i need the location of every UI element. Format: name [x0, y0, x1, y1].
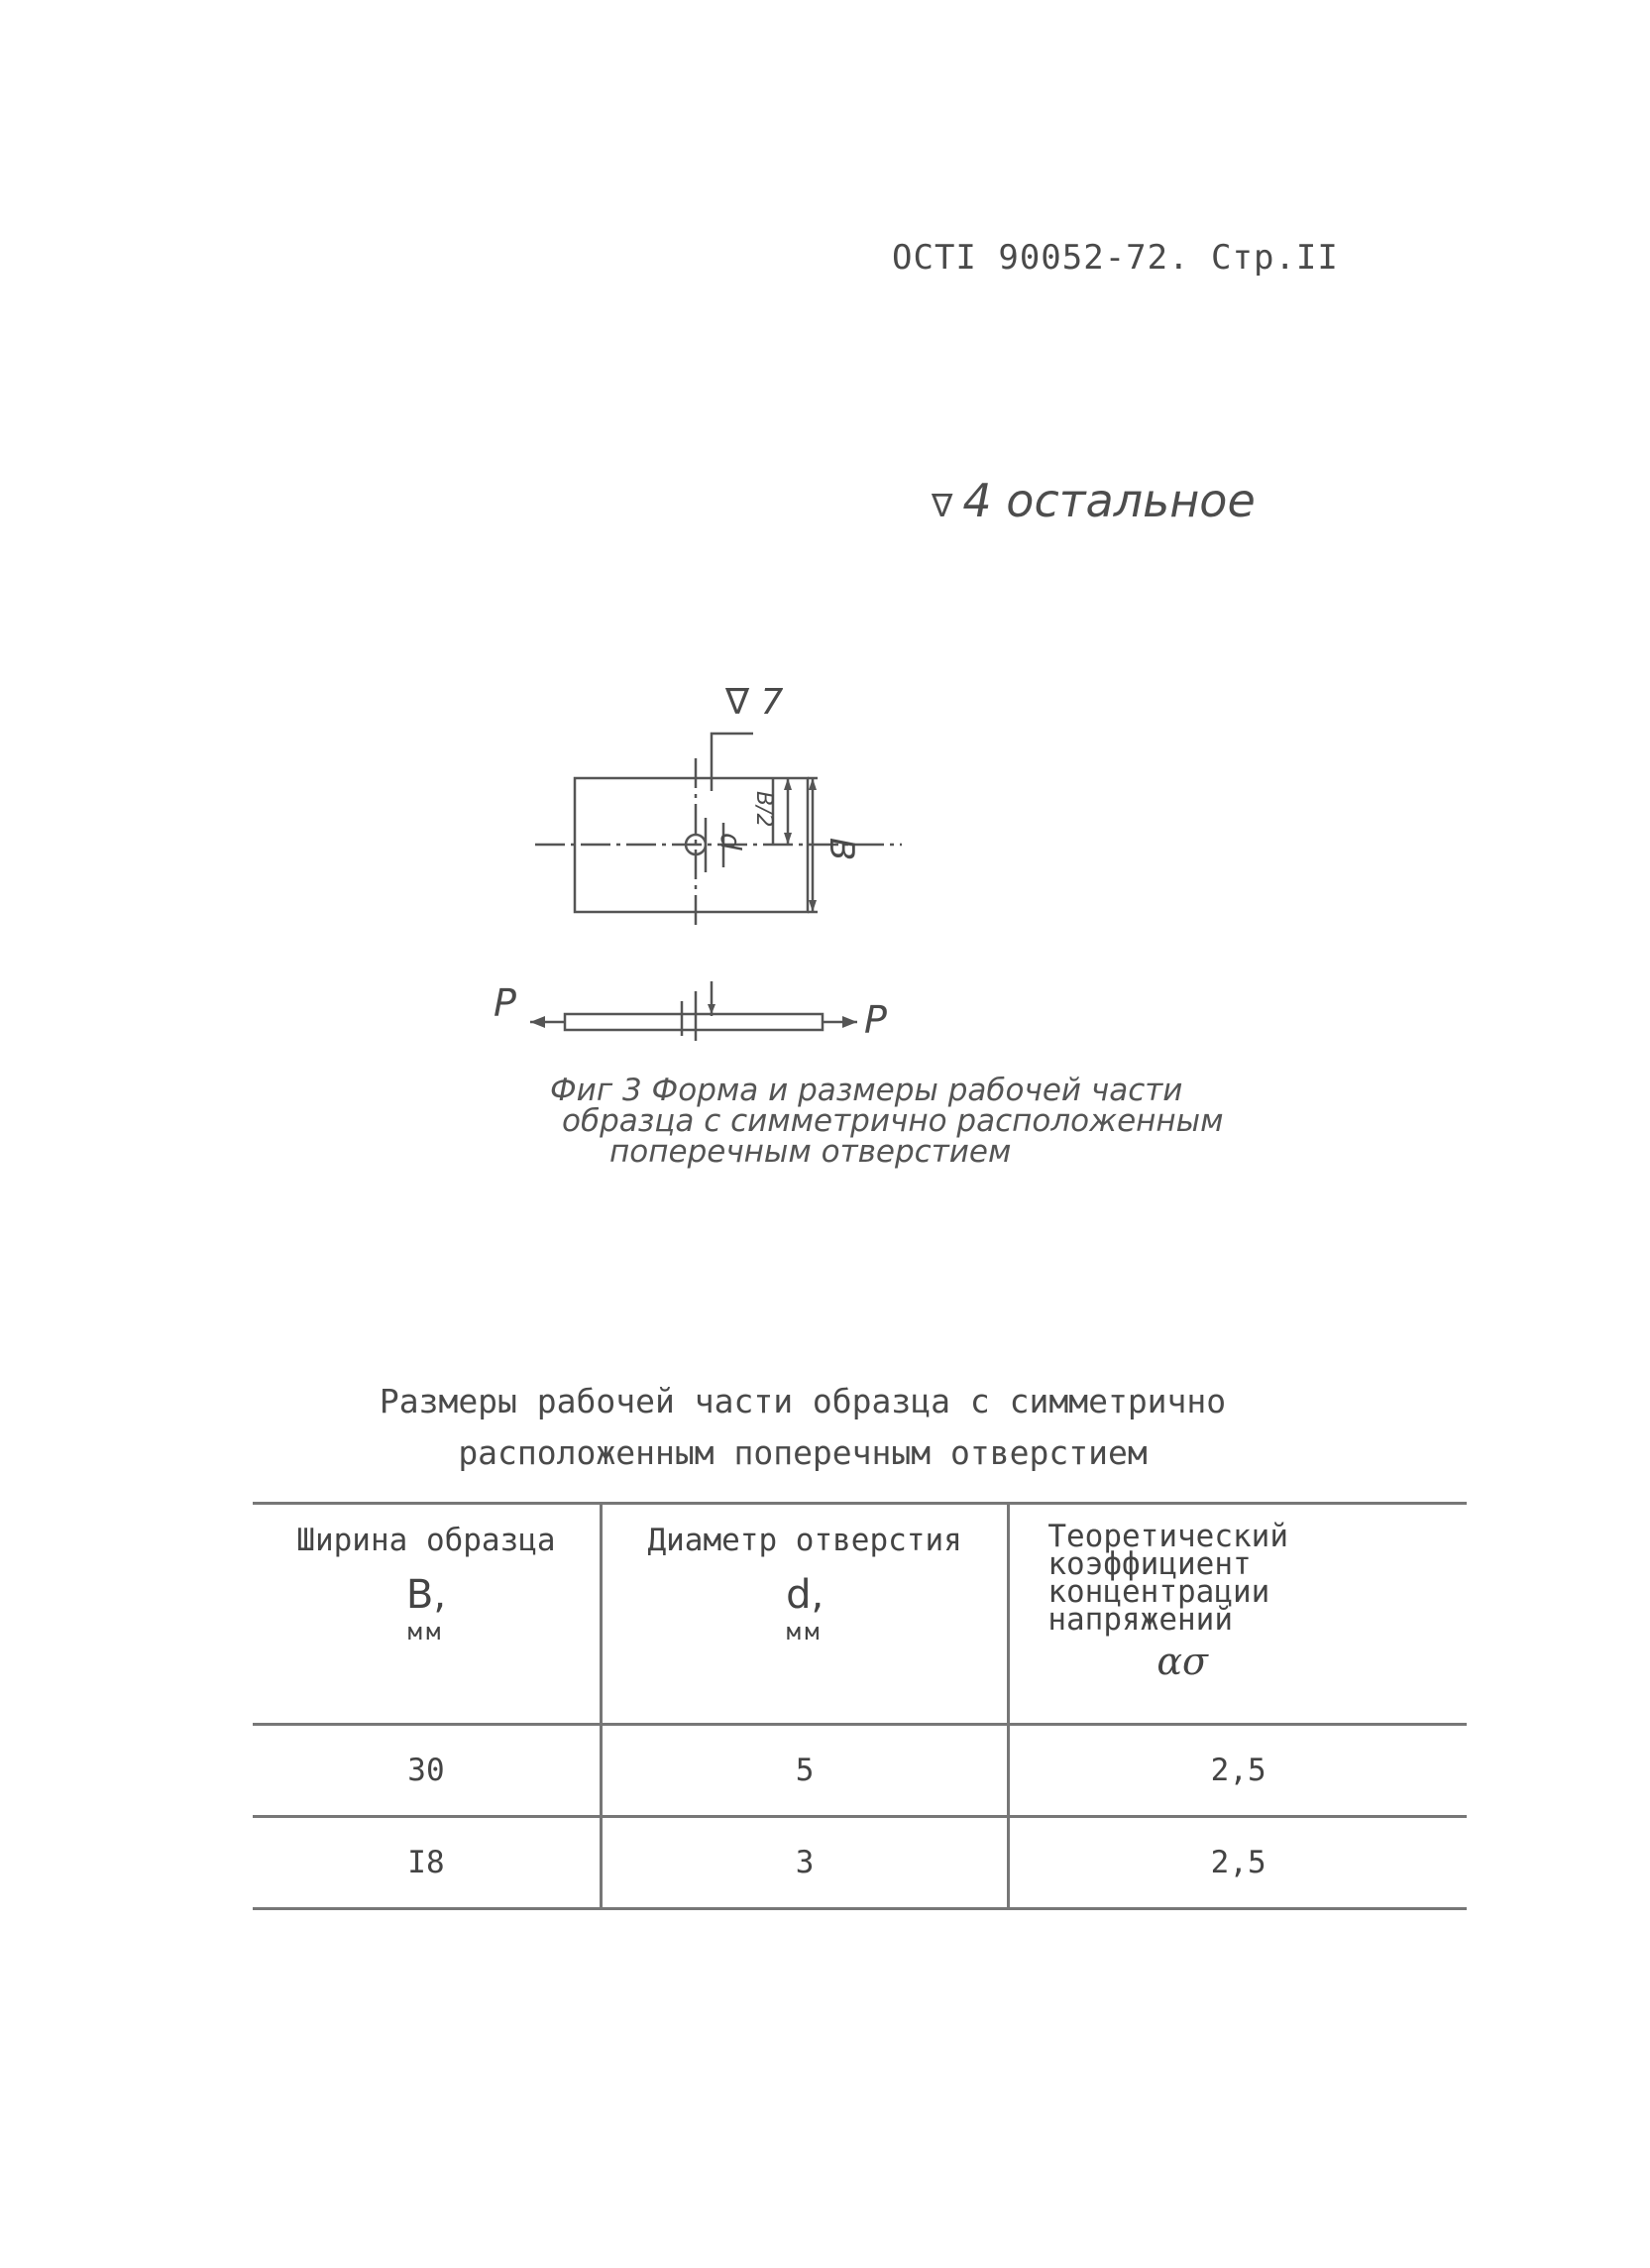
specimen-side-outline: [565, 1014, 823, 1030]
cell-width: I8: [253, 1817, 601, 1909]
header-label: [1047, 1505, 1467, 1638]
roughness-7-label: ∇ 7: [725, 682, 784, 723]
header-label: Диаметр отверстия: [647, 1523, 962, 1558]
table-row: [253, 1725, 1467, 1817]
roughness-symbol-icon: ∇: [932, 487, 953, 524]
table-title: [0, 1376, 1605, 1479]
header-label-line: коэффициент: [1047, 1546, 1252, 1582]
cell-diameter: 5: [601, 1725, 1008, 1817]
roughness-note-text: 4 остальное: [962, 474, 1256, 527]
header-symbol: ασ: [1156, 1640, 1208, 1683]
load-p-left-label: P: [494, 981, 516, 1025]
table-header-row: [253, 1504, 1467, 1725]
figure-caption: [550, 1073, 1244, 1170]
roughness-note: [932, 474, 1256, 527]
document-reference: ОСТI 90052-72. Стр.II: [892, 238, 1339, 278]
table-row: [253, 1817, 1467, 1909]
cell-coefficient: 2,5: [1009, 1725, 1467, 1817]
cell-diameter: 3: [601, 1817, 1008, 1909]
dim-half-b-label: B/2: [751, 791, 776, 828]
load-p-right-label: P: [864, 998, 887, 1042]
header-width: [253, 1504, 601, 1725]
header-unit: мм: [786, 1618, 824, 1645]
cell-width: 30: [253, 1725, 601, 1817]
dim-d-label: d: [715, 833, 747, 850]
header-label-line: концентрации: [1047, 1574, 1270, 1610]
specimen-drawing: [476, 674, 991, 1071]
caption-line: поперечным отверстием: [609, 1134, 1012, 1170]
cell-coefficient: 2,5: [1009, 1817, 1467, 1909]
header-unit: мм: [407, 1618, 445, 1645]
header-label-line: напряжений: [1047, 1602, 1233, 1638]
header-label: Ширина образца: [296, 1523, 556, 1558]
caption-line: Фиг 3 Форма и размеры рабочей части: [550, 1073, 1183, 1108]
load-arrow-left-icon: [530, 1016, 545, 1028]
header-diameter: [601, 1504, 1008, 1725]
specimen-dimensions-table: [253, 1502, 1467, 1910]
dim-b-label: B: [822, 838, 861, 861]
table-title-line: расположенным поперечным отверстием: [458, 1433, 1148, 1472]
header-label-line: Теоретический: [1047, 1519, 1288, 1554]
table-title-line: Размеры рабочей части образца с симметрично: [379, 1382, 1227, 1420]
header-stress-coefficient: [1009, 1504, 1467, 1725]
header-symbol: d,: [786, 1572, 825, 1618]
load-arrow-right-icon: [842, 1016, 857, 1028]
caption-line: образца с симметрично расположенным: [562, 1103, 1224, 1139]
header-symbol: В,: [405, 1572, 447, 1618]
